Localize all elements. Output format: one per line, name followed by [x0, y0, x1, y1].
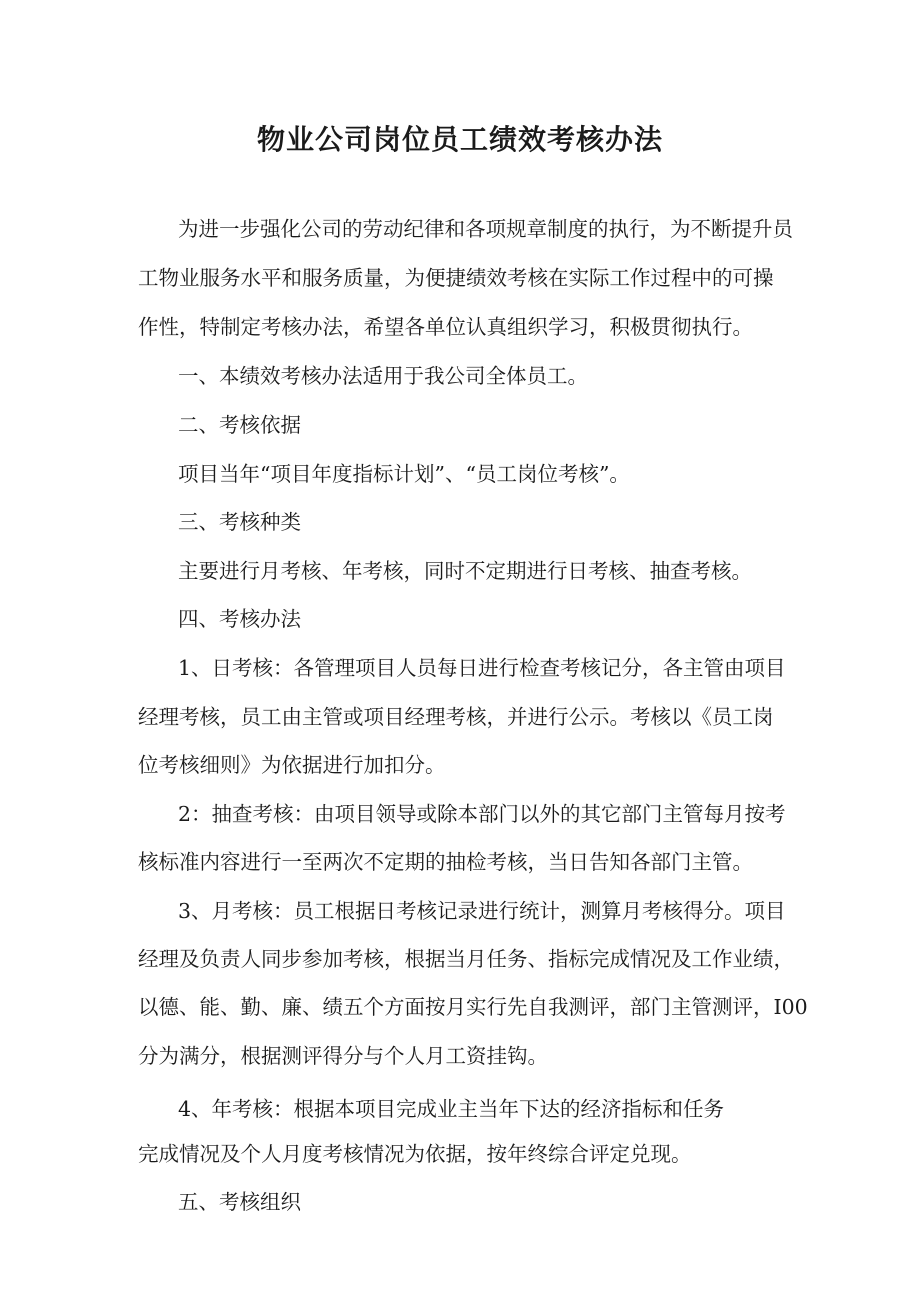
annual-review-line-1: 4、年考核：根据本项目完成业主当年下达的经济指标和任务: [178, 1097, 725, 1121]
intro-line-2: 工物业服务水平和服务质量，为便捷绩效考核在实际工作过程中的可操: [138, 266, 774, 290]
daily-review-line-3: 位考核细则》为依据进行加扣分。: [138, 753, 446, 777]
section-3-text: 主要进行月考核、年考核，同时不定期进行日考核、抽查考核。: [178, 559, 752, 583]
daily-review-line-1: 1、日考核：各管理项目人员每日进行检查考核记分，各主管由项目: [178, 656, 786, 680]
annual-review-line-2: 完成情况及个人月度考核情况为依据，按年终综合评定兑现。: [138, 1142, 692, 1166]
intro-line-1: 为进一步强化公司的劳动纪律和各项规章制度的执行，为不断提升员: [178, 217, 793, 241]
document-title: 物业公司岗位员工绩效考核办法: [256, 123, 663, 156]
section-3-heading: 三、考核种类: [178, 510, 301, 534]
section-4-heading: 四、考核办法: [178, 607, 301, 631]
section-2-text: 项目当年“项目年度指标计划”、“员工岗位考核”。: [178, 462, 630, 486]
monthly-review-line-3: 以德、能、勤、廉、绩五个方面按月实行先自我测评，部门主管测评，I00: [138, 995, 808, 1019]
daily-review-line-2: 经理考核，员工由主管或项目经理考核，并进行公示。考核以《员工岗: [138, 705, 774, 729]
section-2-heading: 二、考核依据: [178, 413, 301, 437]
section-1-heading: 一、本绩效考核办法适用于我公司全体员工。: [178, 364, 588, 388]
monthly-review-line-2: 经理及负责人同步参加考核，根据当月任务、指标完成情况及工作业绩，: [138, 947, 794, 971]
spot-check-line-2: 核标准内容进行一至两次不定期的抽检考核，当日告知各部门主管。: [138, 850, 753, 874]
monthly-review-line-1: 3、月考核：员工根据日考核记录进行统计，测算月考核得分。项目: [178, 899, 786, 923]
section-5-heading: 五、考核组织: [178, 1190, 301, 1214]
intro-line-3: 作性，特制定考核办法，希望各单位认真组织学习，积极贯彻执行。: [138, 315, 753, 339]
spot-check-line-1: 2：抽查考核：由项目领导或除本部门以外的其它部门主管每月按考: [178, 802, 786, 826]
monthly-review-line-4: 分为满分，根据测评得分与个人月工资挂钩。: [138, 1044, 548, 1068]
